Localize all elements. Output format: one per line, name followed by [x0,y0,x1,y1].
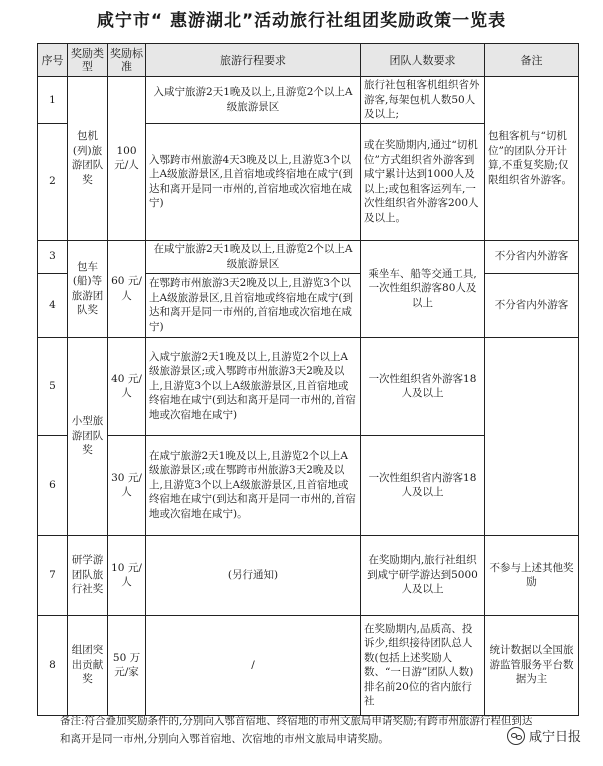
reward-standard: 50 万元/家 [108,615,146,715]
policy-table [37,43,579,716]
row-no: 4 [38,273,68,337]
header-remark: 备注 [485,44,579,77]
table-row [38,240,579,273]
header-no: 序号 [38,44,68,77]
remark-cell: 统计数据以全国旅游监管服务平台数据为主 [485,615,579,715]
row-no: 5 [38,337,68,435]
reward-standard: 10 元/人 [108,535,146,615]
table-row [38,535,579,615]
itinerary-cell: (另行通知) [146,535,361,615]
reward-standard: 60 元/人 [108,240,146,337]
itinerary-cell: 入咸宁旅游2天1晚及以上,且游览2个以上A级旅游景区 [146,77,361,124]
itinerary-cell: / [146,615,361,715]
row-no: 6 [38,435,68,535]
reward-type: 研学游团队旅行社奖 [68,535,108,615]
remark-cell: 不分省内外游客 [485,273,579,337]
header-itinerary: 旅游行程要求 [146,44,361,77]
table-row [38,77,579,124]
row-no: 7 [38,535,68,615]
group-size-cell: 乘坐车、船等交通工具,一次性组织游客80人及以上 [361,240,485,337]
row-no: 1 [38,77,68,124]
itinerary-cell: 在鄂跨市州旅游3天2晚及以上,且游览3个以上A级旅游景区,且首宿地或终宿地在咸宁(到达和离开是同一市州的,首宿地或次宿地在咸宁) [146,273,361,337]
table-row [38,337,579,435]
itinerary-cell: 在咸宁旅游2天1晚及以上,且游览2个以上A级旅游景区 [146,240,361,273]
reward-type: 包机(列)旅游团队奖 [68,77,108,241]
reward-type: 组团突出贡献奖 [68,615,108,715]
group-size-cell: 旅行社包租客机组织省外游客,每架包机人数50人及以上; [361,77,485,124]
header-group-size: 团队人数要求 [361,44,485,77]
page-title: 咸宁市“ 惠游湖北”活动旅行社组团奖励政策一览表 [96,11,507,31]
watermark-text: 咸宁日报 [528,730,581,745]
reward-standard: 40 元/人 [108,337,146,435]
group-size-cell: 一次性组织省内游客18人及以上 [361,435,485,535]
footnote: 备注:符合叠加奖励条件的,分别向入鄂首宿地、终宿地的市州文旅局申请奖励;有跨市州旅游行程但到达和离开是同一市州,分别向入鄂首宿地、次宿地的市州文旅局申请奖励。 [60,715,533,745]
reward-standard: 100 元/人 [108,77,146,241]
group-size-cell: 一次性组织省外游客18人及以上 [361,337,485,435]
reward-type: 小型旅游团队奖 [68,337,108,535]
row-no: 2 [38,123,68,240]
group-size-cell: 在奖励期内,品质高、投诉少,组织接待团队总人数(包括上述奖励人数、“一日游”团队人数)排名前20位的省内旅行社 [361,615,485,715]
remark-cell: 包租客机与“切机位”的团队分开计算,不重复奖励;仅限组织省外游客。 [485,77,579,241]
row-no: 3 [38,240,68,273]
header-standard: 奖励标准 [108,44,146,77]
table-row [38,615,579,715]
remark-cell: 不分省内外游客 [485,240,579,273]
itinerary-cell: 入鄂跨市州旅游4天3晚及以上,且游览3个以上A级旅游景区,且首宿地或终宿地在咸宁(到达和离开是同一市州的,首宿地或次宿地在咸宁) [146,123,361,240]
group-size-cell: 在奖励期内,旅行社组织到咸宁研学游达到5000人及以上 [361,535,485,615]
remark-cell [485,337,579,535]
itinerary-cell: 在咸宁旅游2天1晚及以上,且游览2个以上A级旅游景区;或在鄂跨市州旅游3天2晚及以上,且游览3个以上A级旅游景区,且首宿地或终宿地在咸宁(到达和离开是同一市州的,首宿地或次宿地在咸宁)。 [146,435,361,535]
reward-type: 包车(船)等旅游团队奖 [68,240,108,337]
wechat-icon [507,727,525,745]
reward-standard: 30 元/人 [108,435,146,535]
row-no: 8 [38,615,68,715]
group-size-cell: 或在奖励期内,通过“切机位”方式组织省外游客到咸宁累计达到1000人及以上;或包租客运列车,一次性组织省外游客200人及以上。 [361,123,485,240]
watermark [507,726,581,745]
header-type: 奖励类型 [68,44,108,77]
remark-cell: 不参与上述其他奖励 [485,535,579,615]
itinerary-cell: 入咸宁旅游2天1晚及以上,且游览2个以上A级旅游景区;或入鄂跨市州旅游3天2晚及以上,且游览3个以上A级旅游景区,且首宿地或终宿地在咸宁(到达和离开是同一市州的,首宿地或次宿地在咸宁) [146,337,361,435]
table-header-row [38,44,579,77]
